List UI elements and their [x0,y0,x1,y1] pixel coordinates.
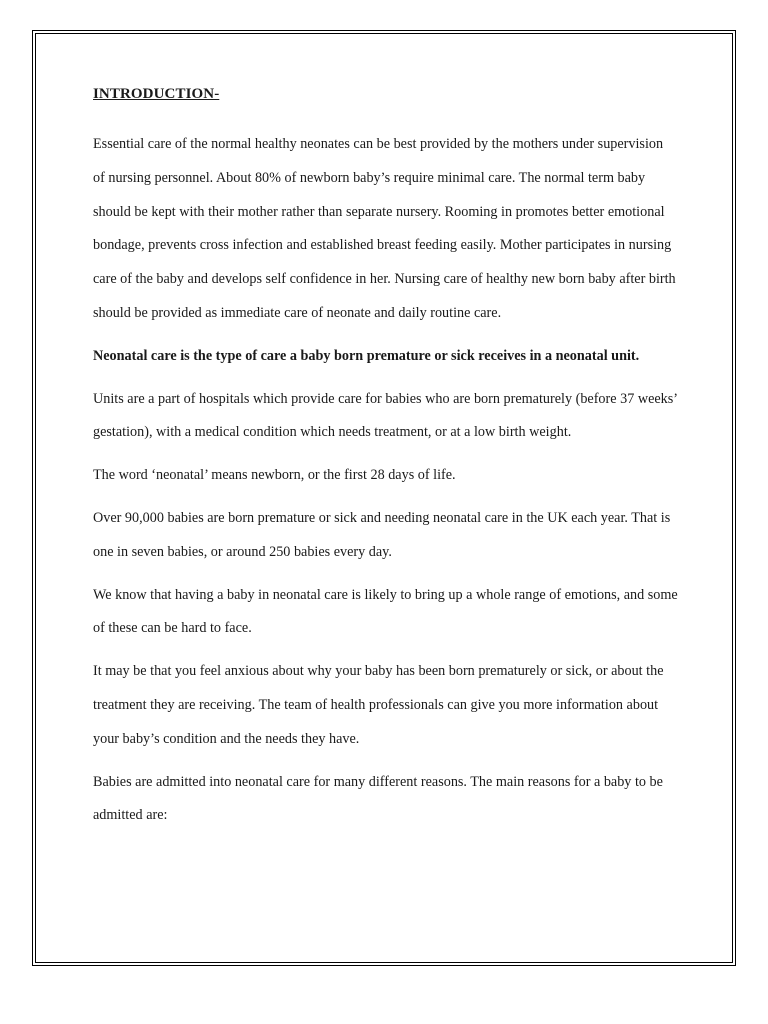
paragraph-units: Units are a part of hospitals which provide care for babies who are born prematurely (before 37 weeks’ gestation), with a medical condition which needs treatment, or at a low birth weight. [93,390,677,441]
paragraph-neonatal-care-definition: Neonatal care is the type of care a baby born premature or sick receives in a neonatal unit. [93,347,640,364]
section-heading: INTRODUCTION- [93,86,220,102]
document-body [93,86,678,842]
paragraph-anxiety: It may be that you feel anxious about why your baby has been born prematurely or sick, or about the treatment they are receiving. The team of health professionals can give you more information about your baby’s condition and the needs they have. [93,663,664,747]
paragraph-essential-care: Essential care of the normal healthy neonates can be best provided by the mothers under supervision of nursing personnel. About 80% of newborn baby’s require minimal care. The normal term baby should be kept with their mother rather than separate nursery. Rooming in promotes better emotional bondage, prevents cross infection and established breast feeding easily. Mother participates in nursing care of the baby and develops self confidence in her. Nursing care of healthy new born baby after birth should be provided as immediate care of neonate and daily routine care. [93,136,676,321]
paragraph-emotions: We know that having a baby in neonatal care is likely to bring up a whole range of emotions, and some of these can be hard to face. [93,586,678,637]
paragraph-word-neonatal: The word ‘neonatal’ means newborn, or the first 28 days of life. [93,467,456,484]
paragraph-statistics: Over 90,000 babies are born premature or sick and needing neonatal care in the UK each year. That is one in seven babies, or around 250 babies every day. [93,509,671,560]
paragraph-admission-reasons: Babies are admitted into neonatal care for many different reasons. The main reasons for a baby to be admitted are: [93,773,663,824]
